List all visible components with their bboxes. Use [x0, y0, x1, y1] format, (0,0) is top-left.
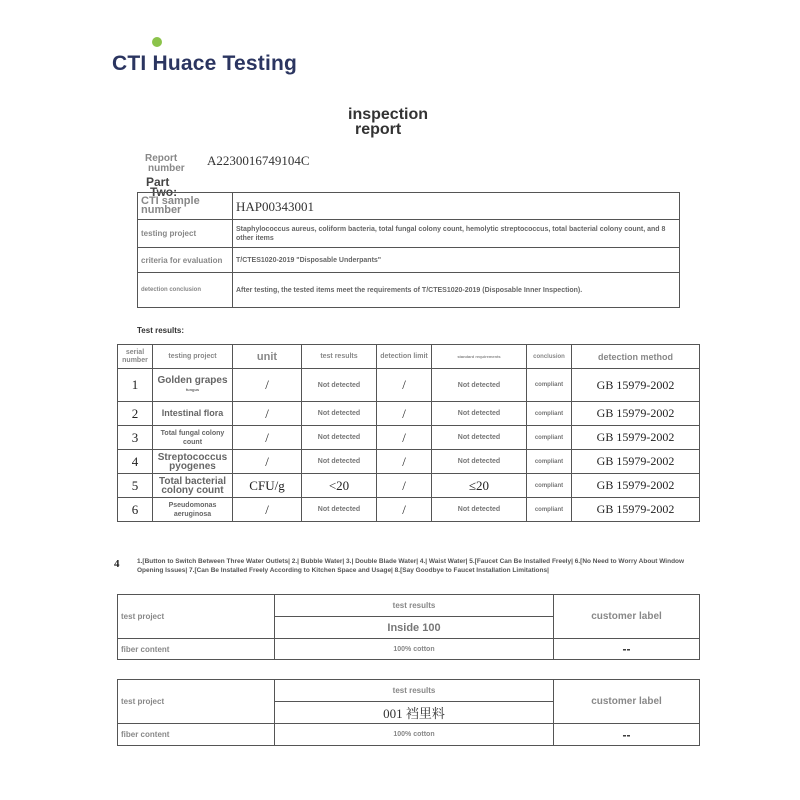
col-header: test results [302, 345, 377, 369]
section-feature-text: 1.[Button to Switch Between Three Water Outlets| 2.| Bubble Water| 3.| Double Blade Water| 4.| Waist Water| 5.[Faucet Can Be Installed Freely| 6.[No Need to Worry About Window Opening Issues| 7.[Can Be Installed Freely According to Kitchen Space and Usage| 8.[Say Goodbye to Faucet Installation Limitations| [137, 558, 685, 574]
cell-conclusion: compliant [527, 369, 572, 402]
cell-method: GB 15979-2002 [572, 450, 700, 474]
cell-unit: / [233, 402, 302, 426]
cell-customer-label: customer label [554, 680, 700, 724]
cell-method: GB 15979-2002 [572, 426, 700, 450]
title-line-2: report [355, 121, 402, 138]
col-header: serial number [118, 345, 153, 369]
cell-result: Not detected [302, 498, 377, 522]
cell-result: <20 [302, 474, 377, 498]
part-label-1: Part [146, 175, 170, 189]
cell-requirement: Not detected [432, 426, 527, 450]
cell-unit: / [233, 426, 302, 450]
col-header: conclusion [527, 345, 572, 369]
info-key: detection conclusion [138, 273, 233, 308]
table-row [118, 369, 700, 402]
table-row [118, 680, 700, 702]
info-key: CTI sample number [138, 193, 233, 220]
test-results-label: Test results: [137, 326, 184, 335]
info-key: criteria for evaluation [138, 248, 233, 273]
test-results-table [117, 344, 700, 522]
cell-fiber-content: fiber content [118, 639, 275, 660]
cell-test-results: test results [275, 680, 554, 702]
cell-result: Not detected [302, 450, 377, 474]
cell-unit: / [233, 450, 302, 474]
results-header-row [118, 345, 700, 369]
cell-cotton: 100% cotton [275, 639, 554, 660]
cell-project: Streptococcus pyogenes [153, 450, 233, 474]
cell-unit: / [233, 498, 302, 522]
cell-customer-label: customer label [554, 595, 700, 639]
cell-conclusion: compliant [527, 426, 572, 450]
info-value: T/CTES1020-2019 "Disposable Underpants" [233, 248, 680, 273]
cell-result: Not detected [302, 426, 377, 450]
cell-cotton: 100% cotton [275, 724, 554, 746]
report-title [348, 107, 428, 137]
cell-limit: / [377, 474, 432, 498]
cell-limit: / [377, 369, 432, 402]
cell-fiber-content: fiber content [118, 724, 275, 746]
table-row [118, 450, 700, 474]
cell-serial: 4 [118, 450, 153, 474]
cell-method: GB 15979-2002 [572, 402, 700, 426]
cell-unit: / [233, 369, 302, 402]
report-number-label [145, 154, 185, 174]
cell-dash: -- [554, 724, 700, 746]
cell-method: GB 15979-2002 [572, 498, 700, 522]
cell-conclusion: compliant [527, 402, 572, 426]
cell-serial: 2 [118, 402, 153, 426]
table-row [118, 595, 700, 617]
report-number-label-2: number [148, 163, 185, 174]
cell-serial: 3 [118, 426, 153, 450]
title-line-1: inspection [348, 106, 429, 123]
fiber-table-1 [117, 594, 700, 660]
cell-project: Total fungal colony count [153, 426, 233, 450]
cell-requirement: ≤20 [432, 474, 527, 498]
cell-method: GB 15979-2002 [572, 474, 700, 498]
cell-serial: 1 [118, 369, 153, 402]
table-row [118, 498, 700, 522]
report-number-label-1: Report [145, 153, 178, 164]
cell-project-sub: fungus [185, 387, 200, 392]
cell-inside: Inside 100 [275, 617, 554, 639]
cell-limit: / [377, 498, 432, 522]
cell-unit: CFU/g [233, 474, 302, 498]
info-row [138, 248, 680, 273]
cell-project: Pseudomonas aeruginosa [153, 498, 233, 522]
logo-dot-icon [152, 37, 162, 47]
cell-conclusion: compliant [527, 498, 572, 522]
sample-info-table [137, 192, 680, 308]
table-row [118, 426, 700, 450]
table-row [118, 474, 700, 498]
cell-requirement: Not detected [432, 369, 527, 402]
fiber-table-2 [117, 679, 700, 746]
info-value: HAP00343001 [233, 193, 680, 220]
col-header: unit [233, 345, 302, 369]
info-key: testing project [138, 220, 233, 248]
cell-limit: / [377, 402, 432, 426]
cell-serial: 6 [118, 498, 153, 522]
info-value: Staphylococcus aureus, coliform bacteria, total fungal colony count, hemolytic streptococcus, total bacterial colony count, and 8 other items [233, 220, 680, 248]
report-number-value: A2230016749104C [207, 153, 310, 168]
cell-result: Not detected [302, 402, 377, 426]
col-header: standard requirements [432, 345, 527, 369]
cell-method: GB 15979-2002 [572, 369, 700, 402]
section-number: 4 [114, 558, 120, 570]
cell-project: Total bacterial colony count [153, 474, 233, 498]
cell-limit: / [377, 426, 432, 450]
company-logo-text: CTI Huace Testing [112, 52, 298, 75]
cell-test-project: test project [118, 595, 275, 639]
cell-requirement: Not detected [432, 450, 527, 474]
cell-limit: / [377, 450, 432, 474]
col-header: detection method [572, 345, 700, 369]
cell-serial: 5 [118, 474, 153, 498]
cell-sample: 001 裆里料 [275, 702, 554, 724]
cell-test-project: test project [118, 680, 275, 724]
table-row [118, 402, 700, 426]
cell-dash: -- [554, 639, 700, 660]
cell-conclusion: compliant [527, 474, 572, 498]
info-row [138, 273, 680, 308]
info-row [138, 193, 680, 220]
cell-result: Not detected [302, 369, 377, 402]
info-value: After testing, the tested items meet the requirements of T/CTES1020-2019 (Disposable Inner Inspection). [233, 273, 680, 308]
info-row [138, 220, 680, 248]
table-row [118, 639, 700, 660]
col-header: testing project [153, 345, 233, 369]
cell-conclusion: compliant [527, 450, 572, 474]
cell-project: Intestinal flora [153, 402, 233, 426]
cell-test-results: test results [275, 595, 554, 617]
col-header: detection limit [377, 345, 432, 369]
part-label-2: Two: [150, 185, 178, 199]
cell-project-text: Golden grapes [157, 375, 228, 386]
cell-requirement: Not detected [432, 498, 527, 522]
cell-project [153, 369, 233, 402]
cell-requirement: Not detected [432, 402, 527, 426]
table-row [118, 724, 700, 746]
